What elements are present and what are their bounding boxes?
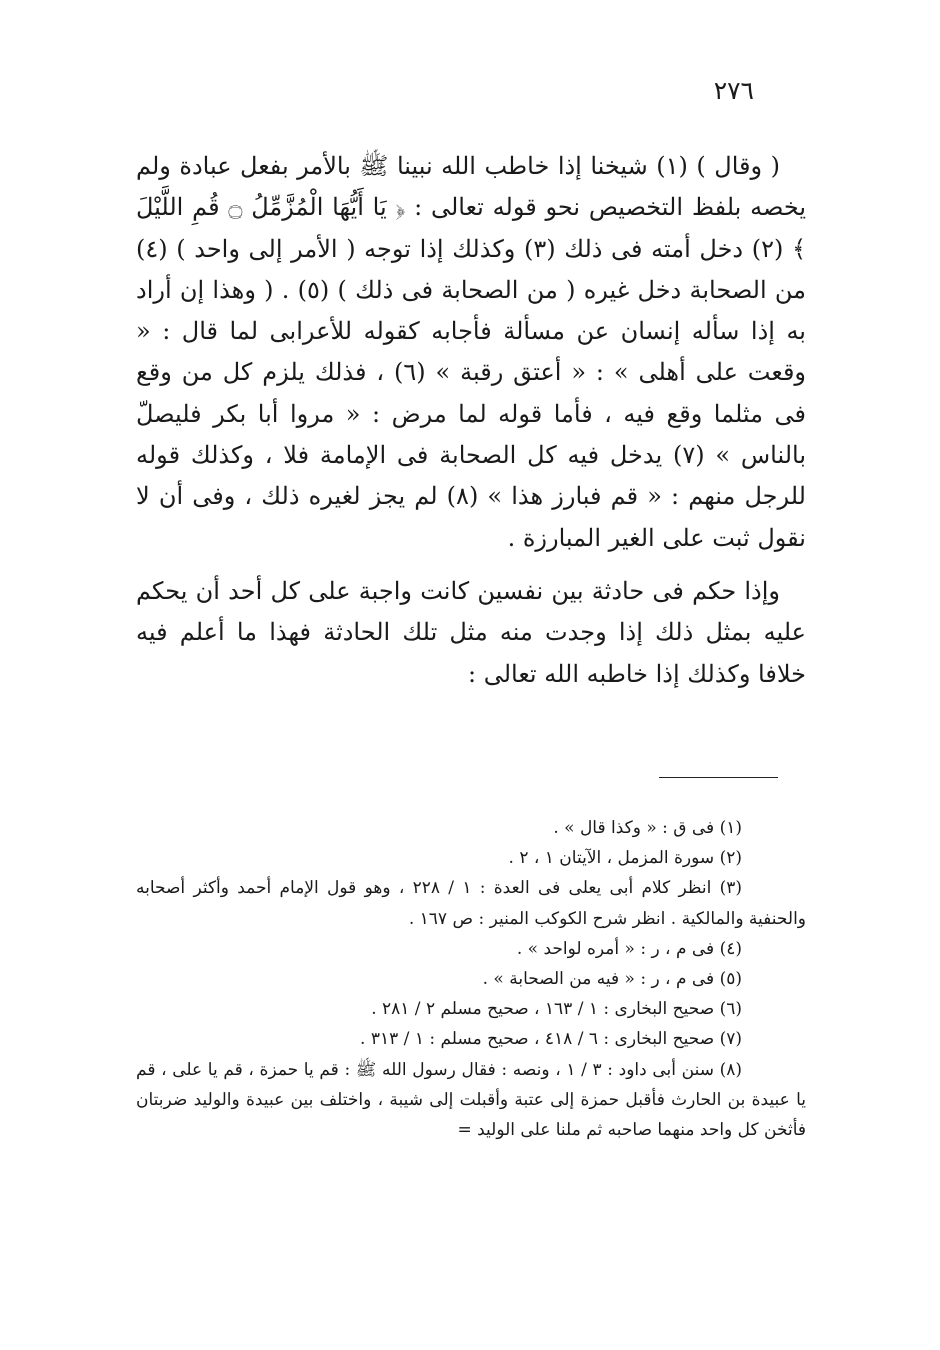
footnote-2: (٢) سورة المزمل ، الآيتان ١ ، ٢ . [508,848,742,869]
footnote-6: (٦) صحيح البخارى : ١ / ١٦٣ ، صحيح مسلم ٢ / ٢٨١ . [371,999,742,1020]
footnote-separator [659,777,778,778]
footnote-5: (٥) فى م ، ر : « فيه من الصحابة » . [482,969,742,990]
footnote-3: (٣) انظر كلام أبى يعلى فى العدة : ١ / ٢٢٨ ، وهو قول الإمام أحمد وأكثر أصحابه والحنفية والمالكية . انظر شرح الكوكب المنير : ص ١٦٧ . [136,878,806,929]
page-number: ٢٧٦ [713,76,754,105]
footnotes [136,813,806,1145]
body-paragraph-1: ( وقال ) (١) شيخنا إذا خاطب الله نبينا ﷺ بالأمر بفعل عبادة ولم يخصه بلفظ التخصيص نحو قوله تعالى : ﴿ يَا أَيُّهَا الْمُزَّمِّلُ ۝ قُمِ اللَّيْلَ ﴾ (٢) دخل أمته فى ذلك (٣) وكذلك إذا توجه ( الأمر إلى واحد ) (٤) من الصحابة دخل غيره ( من الصحابة فى ذلك ) (٥) . ( وهذا إن أراد به إذا سأله إنسان عن مسألة فأجابه كقوله للأعرابى لما قال : « وقعت على أهلى » : « أعتق رقبة » (٦) ، فذلك يلزم كل من وقع فى مثلما وقع فيه ، فأما قوله لما مرض : « مروا أبا بكر فليصلّ بالناس » (٧) يدخل فيه كل الصحابة فى الإمامة فلا ، وكذلك قوله للرجل منهم : « قم فبارز هذا » (٨) لم يجز لغيره ذلك ، وفى أن لا نقول ثبت على الغير المبارزة . [136,152,807,552]
footnote-1: (١) فى ق : « وكذا قال » . [553,818,742,838]
footnote-7: (٧) صحيح البخارى : ٦ / ٤١٨ ، صحيح مسلم : ١ / ٣١٣ . [360,1029,742,1050]
body-paragraph-2: وإذا حكم فى حادثة بين نفسين كانت واجبة على كل أحد أن يحكم عليه بمثل ذلك إذا وجدت منه مثل تلك الحادثة فهذا ما أعلم فيه خلافا وكذلك إذا خاطبه الله تعالى : [136,576,806,688]
main-text [136,146,806,695]
footnote-8: (٨) سنن أبى داود : ٣ / ١ ، ونصه : فقال رسول الله ﷺ : قم يا حمزة ، قم يا على ، قم يا عبيدة بن الحارث فأقبل حمزة إلى عتبة وأقبلت إلى شيبة ، واختلف بين عبيدة والوليد ضربتان فأثخن كل واحد منهما صاحبه ثم ملنا على الوليد = [136,1059,806,1141]
footnote-4: (٤) فى م ، ر : « أمره لواحد » . [516,938,742,959]
